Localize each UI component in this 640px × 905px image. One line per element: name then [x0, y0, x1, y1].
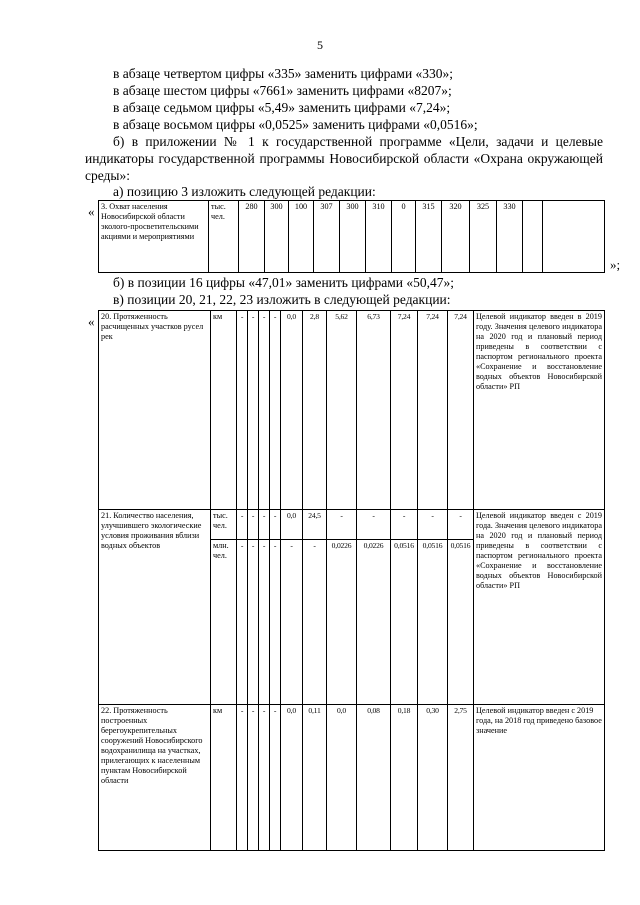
value-cell: - — [327, 510, 357, 540]
paragraph-b: б) в приложении № 1 к государственной программе «Цели, задачи и целевые индикаторы государственной программы Новосибирской области «Охрана окружающей среды»: — [85, 134, 603, 183]
value-cell: 330 — [497, 201, 523, 273]
value-cell: - — [270, 311, 281, 510]
value-cell: 320 — [442, 201, 470, 273]
value-cell: - — [237, 311, 248, 510]
table-row — [99, 311, 605, 510]
value-cell: 2,75 — [448, 705, 474, 851]
value-cell: 0,18 — [391, 705, 418, 851]
value-cell: 300 — [340, 201, 366, 273]
quote-close-1: »; — [610, 257, 621, 272]
value-cell: 0,08 — [357, 705, 391, 851]
subitem-b: б) в позиции 16 цифры «47,01» заменить цифрами «50,47»; — [113, 275, 455, 290]
value-cell: 0,0226 — [357, 540, 391, 705]
value-cell: 310 — [366, 201, 392, 273]
value-cell: - — [270, 540, 281, 705]
quote-open-2: « — [88, 314, 95, 329]
value-cell — [523, 201, 543, 273]
value-cell: - — [270, 705, 281, 851]
value-cell: 0,0 — [327, 705, 357, 851]
value-cell: 300 — [265, 201, 289, 273]
page-number: 5 — [317, 38, 323, 52]
value-cell: 0,0516 — [391, 540, 418, 705]
value-cell: - — [237, 510, 248, 540]
note-cell: Целевой индикатор введен с 2019 года. Значения целевого индикатора на 2020 год и плановый период приведены в соответствии с паспортом регионального проекта «Сохранение и восстановление водных объектов Новосибирской области» РП — [474, 510, 605, 705]
amendment-line-3: в абзаце седьмом цифры «5,49» заменить цифрами «7,24»; — [113, 100, 451, 115]
value-cell: - — [270, 510, 281, 540]
value-cell: 24,5 — [303, 510, 327, 540]
subitem-c: в) позиции 20, 21, 22, 23 изложить в следующей редакции: — [113, 292, 451, 307]
value-cell: 0 — [392, 201, 416, 273]
value-cell: - — [259, 705, 270, 851]
note-cell: Целевой индикатор введен в 2019 году. Значения целевого индикатора на 2020 год и плановый период приведены в соответствии с паспортом регионального проекта «Сохранение и восстановление водных объектов Новосибирской области» РП — [474, 311, 605, 510]
value-cell: - — [259, 540, 270, 705]
table-row — [99, 510, 605, 540]
value-cell: 307 — [314, 201, 340, 273]
table-position-3 — [98, 200, 605, 273]
indicator-name: 21. Количество населения, улучшившего экологические условия проживания вблизи водных объектов — [99, 510, 211, 705]
value-cell: 0,0226 — [327, 540, 357, 705]
value-cell: - — [248, 540, 259, 705]
value-cell: 0,11 — [303, 705, 327, 851]
indicator-name: 22. Протяженность построенных берегоукрепительных сооружений Новосибирского водохранилища на участках, прилегающих к населенным пунктам Новосибирской области — [99, 705, 211, 851]
value-cell: 0,0 — [281, 311, 303, 510]
value-cell: 7,24 — [448, 311, 474, 510]
unit-cell: км — [211, 311, 237, 510]
value-cell: 0,0 — [281, 510, 303, 540]
unit-cell: млн. чел. — [211, 540, 237, 705]
note-cell — [543, 201, 605, 273]
table-row — [99, 705, 605, 851]
value-cell: - — [281, 540, 303, 705]
value-cell: 7,24 — [391, 311, 418, 510]
subitem-a: а) позицию 3 изложить следующей редакции: — [113, 184, 376, 199]
value-cell: 7,24 — [418, 311, 448, 510]
amendment-line-1: в абзаце четвертом цифры «335» заменить цифрами «330»; — [113, 66, 454, 81]
quote-open-1: « — [88, 204, 95, 219]
value-cell: 0,0 — [281, 705, 303, 851]
unit-cell: тыс. чел. — [211, 510, 237, 540]
value-cell: - — [248, 705, 259, 851]
value-cell: - — [259, 311, 270, 510]
value-cell: 100 — [289, 201, 314, 273]
note-cell: Целевой индикатор введен с 2019 года, на 2018 год приведено базовое значение — [474, 705, 605, 851]
value-cell: - — [248, 311, 259, 510]
value-cell: - — [391, 510, 418, 540]
value-cell: - — [418, 510, 448, 540]
value-cell: - — [248, 510, 259, 540]
value-cell: 5,62 — [327, 311, 357, 510]
value-cell: 280 — [239, 201, 265, 273]
value-cell: 0,0516 — [448, 540, 474, 705]
table-row — [99, 201, 605, 273]
unit-cell: тыс. чел. — [209, 201, 239, 273]
value-cell: 0,30 — [418, 705, 448, 851]
value-cell: - — [259, 510, 270, 540]
amendment-line-4: в абзаце восьмом цифры «0,0525» заменить цифрами «0,0516»; — [113, 117, 478, 132]
value-cell: 2,8 — [303, 311, 327, 510]
table-positions-20-22 — [98, 310, 605, 851]
value-cell: - — [357, 510, 391, 540]
indicator-name: 20. Протяженность расчищенных участков русел рек — [99, 311, 211, 510]
unit-cell: км — [211, 705, 237, 851]
value-cell: - — [448, 510, 474, 540]
value-cell: 315 — [416, 201, 442, 273]
value-cell: - — [237, 540, 248, 705]
value-cell: 0,0516 — [418, 540, 448, 705]
amendment-line-2: в абзаце шестом цифры «7661» заменить цифрами «8207»; — [113, 83, 452, 98]
value-cell: - — [237, 705, 248, 851]
indicator-name: 3. Охват населения Новосибирской области эколого-просветительскими акциями и мероприятиями — [99, 201, 209, 273]
value-cell: 325 — [470, 201, 497, 273]
value-cell: 6,73 — [357, 311, 391, 510]
value-cell: - — [303, 540, 327, 705]
